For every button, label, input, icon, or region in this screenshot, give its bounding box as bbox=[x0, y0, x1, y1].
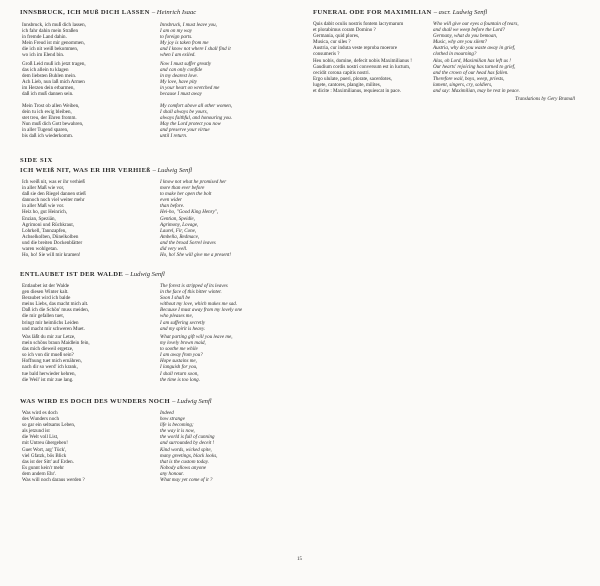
translation-text: Innsbruck, I must leave you, I am on my way to foreign parts. My joy is taken from me and I know not where I shall find it when I am exiled. bbox=[160, 22, 231, 59]
composer-attribution: – Ludwig Senfl bbox=[172, 398, 212, 405]
composer-attribution: – Ludwig Senfl bbox=[125, 271, 165, 278]
translation-credit: Translations by Gery Bramall bbox=[515, 97, 575, 102]
song-title: INNSBRUCK, ICH MUß DICH LASSEN – Heinrich Isaac bbox=[20, 9, 197, 16]
song-title: FUNERAL ODE FOR MAXIMILIAN – ascr. Ludwig Senfl bbox=[313, 9, 488, 16]
original-text: Was wird es doch des Wunders noch so gar ein seltsams Leben, als jetzund ist die Welt voll List, mit Untreu übergeben! Guet Wort, arg' Tück', viel Gfatzk, bös Blick das ist der Sitt' auf Erden. Es gunnt kein'r mehr dem andern Ehr'. Was will noch daraus werden ? bbox=[22, 410, 85, 484]
song-innsbruck bbox=[20, 9, 300, 140]
original-text: Groß Leid muß ich jetzt tragen, das ich allein tu klagen dem liebsten Buhlen mein. Ach Lieb, nun laß mich Armen im Herzen dein erbarmen, daß ich muß dannen sein. bbox=[22, 61, 86, 98]
side-label: SIDE SIX bbox=[20, 157, 53, 164]
original-text: Ich weiß nit, was er ihr verhieß in aller Maß wie vor, daß sie den Riegel dannen stieß dannoch noch viel weiter mehr in aller Maß wie vor. Heiz ho, gut Heinrich, Enzian, Speziän, Agrimoni und Rüchkraut, Lohrkell, Tannzapfen, Achselkolben, Dünelkolben und die breiten Dockenblätter waren wohlgetan. Ho, ho! Sie will mir kramen! bbox=[22, 179, 86, 259]
page-number: 15 bbox=[297, 557, 302, 562]
composer-attribution: – Ludwig Senfl bbox=[152, 167, 193, 174]
original-text: Quis dabit oculis nostris fontem lacrymarum et plorabimus coram Domino ? Germania, quid plores, Musica, cur siles ? Austria, cur induta veste reproba moerore consumeris ? Heu nobis, domine, defecit nobis Maximilianus ! Gaudium cordis nostri conversum est in luctum, cecidit corona capitis nostri. Ergo ululate, pueri, plorate, sacerdotes, lugete, cantores, plangite, milites, et dicite : Maximilianus, requiescat in pace. bbox=[313, 21, 412, 95]
song-title: WAS WIRD ES DOCH DES WUNDERS NOCH – Ludwig Senfl bbox=[20, 398, 212, 405]
translation-text: Indeed how strange life is becoming; the way it is now, the world is full of cunning and surrounded by deceit ! Kind words, wicked spite, many greetings, black looks, that is the custom today. Nobody allows anyone any honour. What may yet come of it ? bbox=[160, 410, 218, 484]
original-text: Was läßt du mir zur Letze, mein schöns braun Maidlein fein, das mich dieweil ergetze, so ich von dir mueß sein? Hoffnung tuet mich ernähren, nach dir so werd' ich krank, tue bald herwieder kehren, die Weil' ist mir zue lang. bbox=[22, 334, 90, 383]
song-funeral-ode bbox=[313, 9, 583, 102]
translation-text: My comfort above all other women, I shall always be yours, always faithful, and honouring you. May the Lord protect you now and preserve your virtue until I return. bbox=[160, 103, 233, 140]
translation-text: The forest is stripped of its leaves in the face of this bitter winter. Soon I shall be without my love, which makes me sad. Because I must away from my lovely one who pleases me, I am suffering secretly and my spirit is heavy. bbox=[160, 283, 243, 332]
song-entlaubet bbox=[20, 271, 300, 383]
composer-attribution: – Heinrich Isaac bbox=[151, 9, 197, 16]
song-ich-weiss-nit bbox=[20, 167, 300, 259]
translation-text: I know not what he promised her more than ever before to make her open the bolt even wider than before. Hei-ho, "Good King Henry", Gentian, Speidle, Agrimony, Lovage, Laurel, Fir, Cone, Ambella, Redmace, and the broad Sorrel leaves did very well. Ho, ho! She will give me a present! bbox=[160, 179, 232, 259]
original-text: Innsbruck, ich muß dich lassen, ich fahr dahin mein Straßen in fremde Land dahin. Mein Freud ist mir genommen, die ich nit weiß bekommen, wo ich im Elend bin. bbox=[22, 22, 86, 59]
translation-text: Who will give our eyes a fountain of tears, and shall we weep before the Lord? Germany, what do you bemoan, Music, why are you silent? Austria, why do you waste away in grief, clothed in mourning? Alas, oh Lord, Maximilian has left us ! Our hearts' rejoicing has turned to grief, and the crown of our head has fallen. Therefore wail, boys, weep, priests, lament, singers, cry, soldiers, and say: Maximilian, may he rest in peace. bbox=[433, 21, 520, 95]
song-title: ENTLAUBET IST DER WALDE – Ludwig Senfl bbox=[20, 271, 165, 278]
original-text: Mein Trost ob allen Weiben, dein tu ich ewig bleiben, stet treu, der Ehren fromm. Nun muß dich Gott bewahren, in aller Tugend sparen, bis daß ich wiederkomm. bbox=[22, 103, 84, 140]
original-text: Entlaubet ist der Walde gen diesen Winter kalt. Beraubet wird ich balde meins Liebs, das macht mich alt. Daß ich die Schön' muss meiden, die mir gefallen tuet, bringt mir heimlichs Leiden und macht mir schweren Muet. bbox=[22, 283, 90, 332]
translation-text: Now I must suffer greatly and can only confide in my dearest love. My love, have pity in your heart on wretched me because I must away bbox=[160, 61, 220, 98]
song-was-wird-es-doch bbox=[20, 398, 300, 484]
translation-text: What parting gift will you leave me, my lovely brown maid, to soothe me while I am away from you? Hope sustains me, I languish for you, I shall return soon, the time is too long. bbox=[160, 334, 233, 383]
composer-attribution: – ascr. Ludwig Senfl bbox=[433, 9, 488, 16]
song-title: ICH WEIß NIT, WAS ER IHR VERHIEß – Ludwig Senfl bbox=[20, 167, 193, 174]
